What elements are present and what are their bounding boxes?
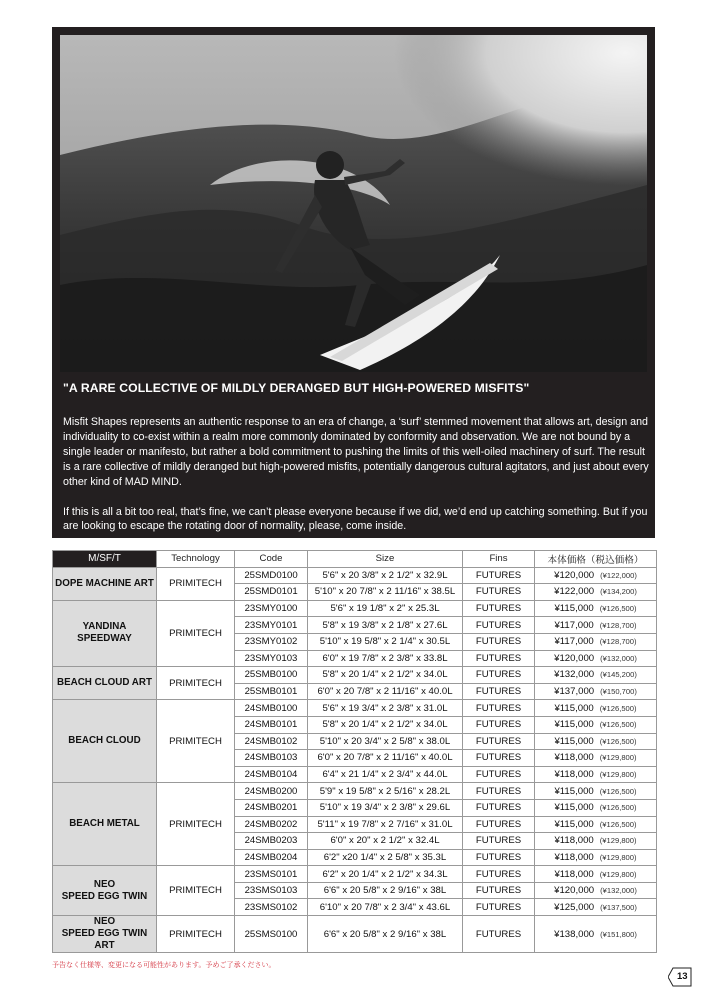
disclaimer-note: 予告なく仕様等、変更になる可能性があります。予めご了承ください。 [52,961,276,969]
model-name-cell: BEACH CLOUD [53,700,157,783]
fins-cell: FUTURES [463,567,535,584]
technology-cell: PRIMITECH [157,783,235,866]
tax-included-price: (¥128,700) [599,620,637,630]
code-cell: 24SMB0104 [235,766,308,783]
paragraph-1: Misfit Shapes represents an authentic response to an era of change, a ‘surf’ stemmed movement that allows art, design and individuality to co-exist within a realm more commonly dominated by conformity and observation. We are not bound by a single leader or manifesto, but rather a bold commitment to pushing the limits of this well-oiled machinery of surf. The result is a rare collective of mildly deranged but high-powered misfits, potentially dangerous cultural agitators, and just about every other kind of MAD MIND. [63,416,649,488]
tax-included-price: (¥126,500) [599,720,637,730]
model-name-cell: YANDINA SPEEDWAY [53,600,157,666]
fins-cell: FUTURES [463,700,535,717]
size-cell: 6'10" x 20 7/8" x 2 3/4" x 43.6L [308,899,463,916]
code-cell: 24SMB0200 [235,783,308,800]
technology-cell: PRIMITECH [157,700,235,783]
price-value: ¥120,000 [554,885,595,897]
table-header-row [53,551,657,568]
code-cell: 24SMB0201 [235,799,308,816]
model-name-cell: DOPE MACHINE ART [53,567,157,600]
surfer-photo-art [60,35,647,372]
header-code: Code [235,551,308,568]
price-value: ¥115,000 [554,719,594,731]
price-value: ¥118,000 [554,769,594,781]
price-value: ¥115,000 [554,818,594,830]
code-cell: 23SMS0103 [235,882,308,899]
table-row [53,916,657,953]
code-cell: 25SMB0101 [235,683,308,700]
code-cell: 23SMY0100 [235,600,308,617]
price-value: ¥118,000 [554,752,594,764]
tax-included-price: (¥132,000) [600,886,637,896]
size-cell: 6'2" x20 1/4" x 2 5/8" x 35.3L [308,849,463,866]
technology-cell: PRIMITECH [157,916,235,953]
tax-included-price: (¥126,500) [599,703,637,713]
size-cell: 5'6" x 20 3/8" x 2 1/2" x 32.9L [308,567,463,584]
code-cell: 25SMD0101 [235,584,308,601]
price-value: ¥115,000 [554,802,594,814]
header-model: M/SF/T [53,551,157,568]
size-cell: 6'4" x 21 1/4" x 2 3/4" x 44.0L [308,766,463,783]
size-cell: 5'8" x 20 1/4" x 2 1/2" x 34.0L [308,716,463,733]
spec-table-body [53,567,657,952]
fins-cell: FUTURES [463,916,535,953]
tax-included-price: (¥126,500) [599,736,637,746]
hero-panel [52,27,655,538]
surfer-photo [60,35,647,372]
model-name-cell: NEO SPEED EGG TWIN [53,866,157,916]
price-value: ¥125,000 [554,901,595,913]
table-row [53,600,657,617]
price-value: ¥118,000 [554,851,594,863]
price-cell [535,633,657,650]
fins-cell: FUTURES [463,683,535,700]
table-row [53,783,657,800]
price-cell [535,600,657,617]
tax-included-price: (¥126,500) [599,604,637,614]
technology-cell: PRIMITECH [157,866,235,916]
code-cell: 25SMS0100 [235,916,308,953]
page-number: 13 [677,971,688,982]
tax-included-price: (¥128,700) [599,637,637,647]
price-cell [535,916,657,953]
fins-cell: FUTURES [463,584,535,601]
price-cell [535,567,657,584]
tax-included-price: (¥150,700) [600,687,637,697]
header-price: 本体価格（税込価格） [535,551,657,568]
fins-cell: FUTURES [463,882,535,899]
code-cell: 23SMY0102 [235,633,308,650]
size-cell: 5'11" x 19 7/8" x 2 7/16" x 31.0L [308,816,463,833]
fins-cell: FUTURES [463,750,535,767]
price-cell [535,866,657,883]
size-cell: 5'9" x 19 5/8" x 2 5/16" x 28.2L [308,783,463,800]
price-value: ¥118,000 [554,835,594,847]
header-size: Size [308,551,463,568]
size-cell: 6'0" x 19 7/8" x 2 3/8" x 33.8L [308,650,463,667]
price-value: ¥122,000 [554,586,595,598]
size-cell: 6'6" x 20 5/8" x 2 9/16" x 38L [308,916,463,953]
price-value: ¥115,000 [554,735,594,747]
price-cell [535,683,657,700]
size-cell: 5'10" x 19 5/8" x 2 1/4" x 30.5L [308,633,463,650]
fins-cell: FUTURES [463,866,535,883]
table-row [53,567,657,584]
tax-included-price: (¥126,500) [599,803,637,813]
tax-included-price: (¥134,200) [600,587,637,597]
price-value: ¥118,000 [554,868,594,880]
tax-included-price: (¥126,500) [599,786,637,796]
code-cell: 24SMB0102 [235,733,308,750]
fins-cell: FUTURES [463,650,535,667]
price-value: ¥132,000 [554,669,595,681]
size-cell: 5'8" x 19 3/8" x 2 1/8" x 27.6L [308,617,463,634]
code-cell: 24SMB0100 [235,700,308,717]
header-technology: Technology [157,551,235,568]
tax-included-price: (¥129,800) [599,753,637,763]
fins-cell: FUTURES [463,600,535,617]
price-value: ¥117,000 [554,636,594,648]
paragraph-2: If this is all a bit too real, that’s fine, we can’t please everyone because if we did, we’d end up catching something. But if you are looking to escape the rotating door of normality, please, come inside. [63,505,648,533]
code-cell: 23SMS0102 [235,899,308,916]
size-cell: 5'10" x 20 7/8" x 2 11/16" x 38.5L [308,584,463,601]
size-cell: 5'10" x 20 3/4" x 2 5/8" x 38.0L [308,733,463,750]
tax-included-price: (¥129,800) [599,869,637,879]
code-cell: 25SMD0100 [235,567,308,584]
code-cell: 24SMB0202 [235,816,308,833]
fins-cell: FUTURES [463,617,535,634]
price-cell [535,833,657,850]
price-cell [535,733,657,750]
price-cell [535,667,657,684]
price-cell [535,716,657,733]
price-value: ¥120,000 [554,652,595,664]
code-cell: 23SMY0101 [235,617,308,634]
price-cell [535,700,657,717]
code-cell: 24SMB0103 [235,750,308,767]
size-cell: 5'6" x 19 3/4" x 2 3/8" x 31.0L [308,700,463,717]
fins-cell: FUTURES [463,799,535,816]
size-cell: 5'6" x 19 1/8" x 2" x 25.3L [308,600,463,617]
size-cell: 5'10" x 19 3/4" x 2 3/8" x 29.6L [308,799,463,816]
code-cell: 24SMB0203 [235,833,308,850]
price-cell [535,750,657,767]
fins-cell: FUTURES [463,633,535,650]
price-cell [535,584,657,601]
technology-cell: PRIMITECH [157,600,235,666]
price-cell [535,882,657,899]
price-value: ¥120,000 [554,569,595,581]
tax-included-price: (¥126,500) [599,819,637,829]
tax-included-price: (¥129,800) [599,852,637,862]
code-cell: 24SMB0101 [235,716,308,733]
price-cell [535,766,657,783]
code-cell: 25SMB0100 [235,667,308,684]
headline: "A RARE COLLECTIVE OF MILDLY DERANGED BUT HIGH-POWERED MISFITS" [63,381,530,395]
table-row [53,700,657,717]
size-cell: 6'0" x 20" x 2 1/2" x 32.4L [308,833,463,850]
price-value: ¥115,000 [554,702,594,714]
table-row [53,866,657,883]
price-cell [535,899,657,916]
code-cell: 23SMY0103 [235,650,308,667]
tax-included-price: (¥122,000) [600,570,637,580]
code-cell: 24SMB0204 [235,849,308,866]
fins-cell: FUTURES [463,667,535,684]
fins-cell: FUTURES [463,783,535,800]
size-cell: 6'6" x 20 5/8" x 2 9/16" x 38L [308,882,463,899]
price-cell [535,799,657,816]
tax-included-price: (¥137,500) [600,902,637,912]
price-cell [535,617,657,634]
price-value: ¥138,000 [554,928,595,940]
code-cell: 23SMS0101 [235,866,308,883]
size-cell: 6'0" x 20 7/8" x 2 11/16" x 40.0L [308,750,463,767]
size-cell: 6'2" x 20 1/4" x 2 1/2" x 34.3L [308,866,463,883]
fins-cell: FUTURES [463,849,535,866]
header-fins: Fins [463,551,535,568]
model-name-cell: BEACH CLOUD ART [53,667,157,700]
tax-included-price: (¥129,800) [599,836,637,846]
price-value: ¥115,000 [554,785,594,797]
fins-cell: FUTURES [463,766,535,783]
table-row [53,667,657,684]
price-cell [535,849,657,866]
technology-cell: PRIMITECH [157,667,235,700]
tax-included-price: (¥145,200) [600,670,637,680]
price-value: ¥117,000 [554,619,594,631]
page-number-badge [668,967,692,987]
body-text [63,415,651,534]
size-cell: 6'0" x 20 7/8" x 2 11/16" x 40.0L [308,683,463,700]
price-cell [535,650,657,667]
fins-cell: FUTURES [463,733,535,750]
fins-cell: FUTURES [463,716,535,733]
fins-cell: FUTURES [463,833,535,850]
spec-table [52,550,657,953]
price-value: ¥115,000 [554,603,594,615]
fins-cell: FUTURES [463,816,535,833]
model-name-cell: BEACH METAL [53,783,157,866]
tax-included-price: (¥132,000) [600,653,637,663]
price-cell [535,816,657,833]
technology-cell: PRIMITECH [157,567,235,600]
tax-included-price: (¥151,800) [600,929,637,939]
price-value: ¥137,000 [554,686,595,698]
price-cell [535,783,657,800]
size-cell: 5'8" x 20 1/4" x 2 1/2" x 34.0L [308,667,463,684]
fins-cell: FUTURES [463,899,535,916]
model-name-cell: NEO SPEED EGG TWIN ART [53,916,157,953]
tax-included-price: (¥129,800) [599,770,637,780]
